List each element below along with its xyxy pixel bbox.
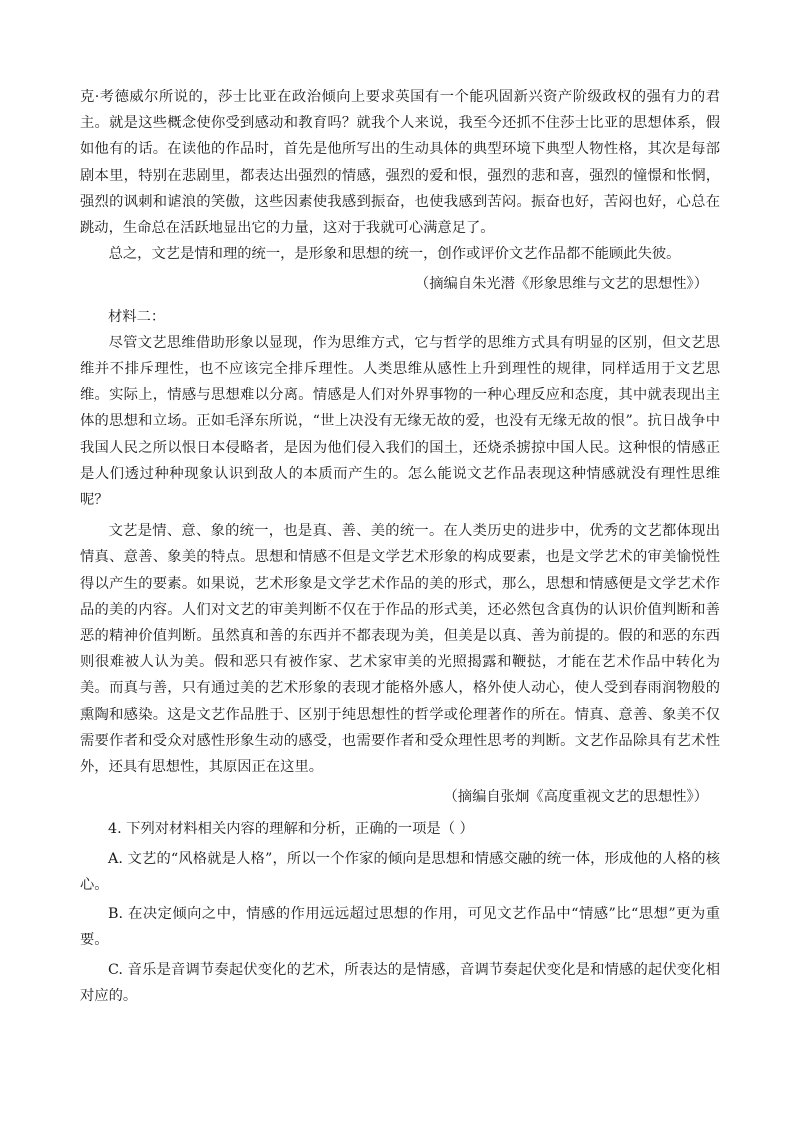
material1-paragraph-continuation: 克·考德威尔所说的，莎士比亚在政治倾向上要求英国有一个能巩固新兴资产阶级政权的强有力的君主。就是这些概念使你受到感动和教育吗？就我个人来说，我至今还抓不住莎士比亚的思想体系，假如他有的话。在读他的作品时，首先是他所写出的生动具体的典型环境下典型人物性格，其次是每部剧本里，特别在悲剧里，都表达出强烈的情感，强烈的爱和恨，强烈的悲和喜，强烈的憧憬和怅惘，强烈的讽刺和谑浪的笑傲，这些因素使我感到振奋，也使我感到苦闷。振奋也好，苦闷也好，心总在跳动，生命总在活跃地显出它的力量，这对于我就可心满意足了。 [80, 89, 720, 237]
material2-paragraph-2: 文艺是情、意、象的统一，也是真、善、美的统一。在人类历史的进步中，优秀的文艺都体现出情真、意善、象美的特点。思想和情感不但是文学艺术形象的构成要素，也是文学艺术的审美愉悦性得以产生的要素。如果说，艺术形象是文学艺术作品的美的形式，那么，思想和情感便是文学艺术作品的美的内容。人们对文艺的审美判断不仅在于作品的形式美，还必然包含真伪的认识价值判断和善恶的精神价值判断。虽然真和善的东西并不都表现为美，但美是以真、善为前提的。假的和恶的东西则很难被人认为美。假和恶只有被作家、艺术家审美的光照揭露和鞭挞，才能在艺术作品中转化为美。而真与善，只有通过美的艺术形象的表现才能格外感人，格外使人动心，使人受到春雨润物般的熏陶和感染。这是文艺作品胜于、区别于纯思想性的哲学或伦理著作的所在。情真、意善、象美不仅需要作者和受众对感性形象生动的感受，也需要作者和受众理性思考的判断。文艺作品除具有艺术性外，还具有思想性，其原因正在这里。 [80, 523, 720, 776]
question-4-option-c: C. 音乐是音调节奏起伏变化的艺术，所表达的是情感，音调节奏起伏变化是和情感的起伏变化相对应的。 [80, 961, 720, 1004]
material2-paragraph-1: 尽管文艺思维借助形象以显现，作为思维方式，它与哲学的思维方式具有明显的区别，但文艺思维并不排斥理性，也不应该完全排斥理性。人类思维从感性上升到理性的规律，同样适用于文艺思维。实际上，情感与思想难以分离。情感是人们对外界事物的一种心理反应和态度，其中就表现出主体的思想和立场。正如毛泽东所说，“世上决没有无缘无故的爱，也没有无缘无故的恨”。抗日战争中我国人民之所以恨日本侵略者，是因为他们侵入我们的国土，还烧杀掳掠中国人民。这种恨的情感正是人们透过种种现象认识到敌人的本质而产生的。怎么能说文艺作品表现这种情感就没有理性思维呢？ [80, 334, 720, 509]
material1-conclusion-paragraph: 总之，文艺是情和理的统一，是形象和思想的统一，创作或评价文艺作品都不能顾此失彼。 [108, 246, 681, 263]
question-4-option-b: B. 在决定倾向之中，情感的作用远远超过思想的作用，可见文艺作品中“情感”比“思想”更为重要。 [80, 906, 720, 949]
document-page [80, 84, 720, 1009]
question-4-option-a: A. 文艺的“风格就是人格”，所以一个作家的倾向是思想和情感交融的统一体，形成他的人格的核心。 [80, 850, 720, 893]
material2-label: 材料二： [108, 308, 166, 325]
material1-source-citation: （摘编自朱光潜《形象思维与文艺的思想性》） [414, 276, 708, 293]
question-4-stem: 4. 下列对材料相关内容的理解和分析，正确的一项是（ ） [108, 821, 474, 838]
material2-source-citation: （摘编自张炯《高度重视文艺的思想性》） [443, 789, 708, 806]
